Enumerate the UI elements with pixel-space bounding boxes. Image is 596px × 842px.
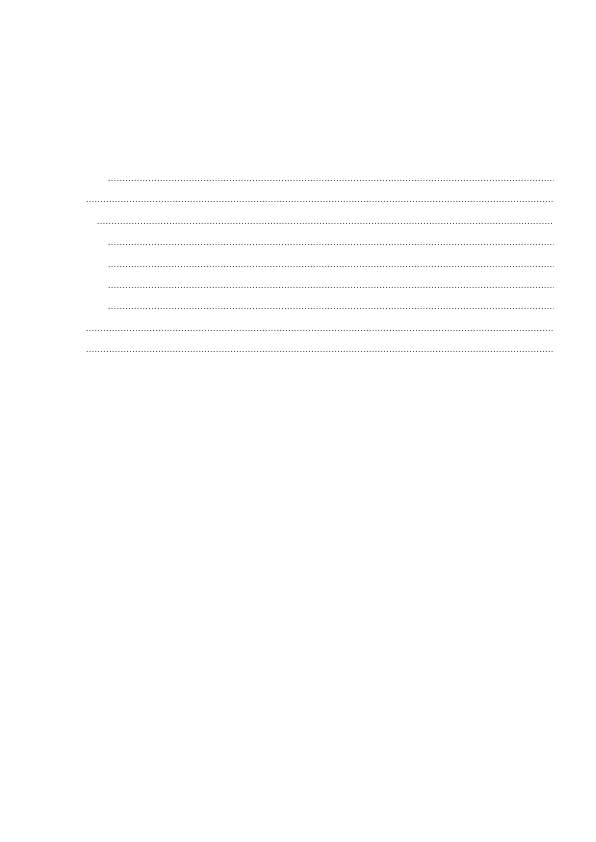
toc-leader-dots — [97, 215, 554, 227]
toc-spacer — [85, 248, 555, 257]
toc-entry[interactable] — [85, 300, 555, 312]
toc-leader-dots — [108, 279, 554, 291]
toc-spacer — [85, 227, 555, 236]
toc-spacer — [85, 184, 555, 193]
toc-entry[interactable] — [85, 258, 555, 270]
toc-leader-dots — [86, 343, 554, 355]
toc-leader-dots — [108, 300, 554, 312]
toc-leader-dots — [108, 236, 554, 248]
toc-spacer — [85, 291, 555, 300]
toc-spacer — [85, 312, 555, 321]
toc-entry[interactable] — [85, 279, 555, 291]
toc-leader-dots — [108, 258, 554, 270]
toc-leader-dots — [108, 172, 554, 184]
toc-spacer — [85, 355, 555, 364]
toc-entry[interactable] — [85, 172, 555, 184]
toc-entry[interactable] — [85, 236, 555, 248]
table-of-contents — [85, 172, 555, 365]
toc-leader-dots — [86, 322, 554, 334]
toc-entry[interactable] — [85, 215, 555, 227]
toc-entry[interactable] — [85, 322, 555, 334]
toc-spacer — [85, 205, 555, 214]
toc-leader-dots — [86, 193, 554, 205]
toc-entry[interactable] — [85, 343, 555, 355]
toc-spacer — [85, 270, 555, 279]
toc-spacer — [85, 334, 555, 343]
toc-entry[interactable] — [85, 193, 555, 205]
